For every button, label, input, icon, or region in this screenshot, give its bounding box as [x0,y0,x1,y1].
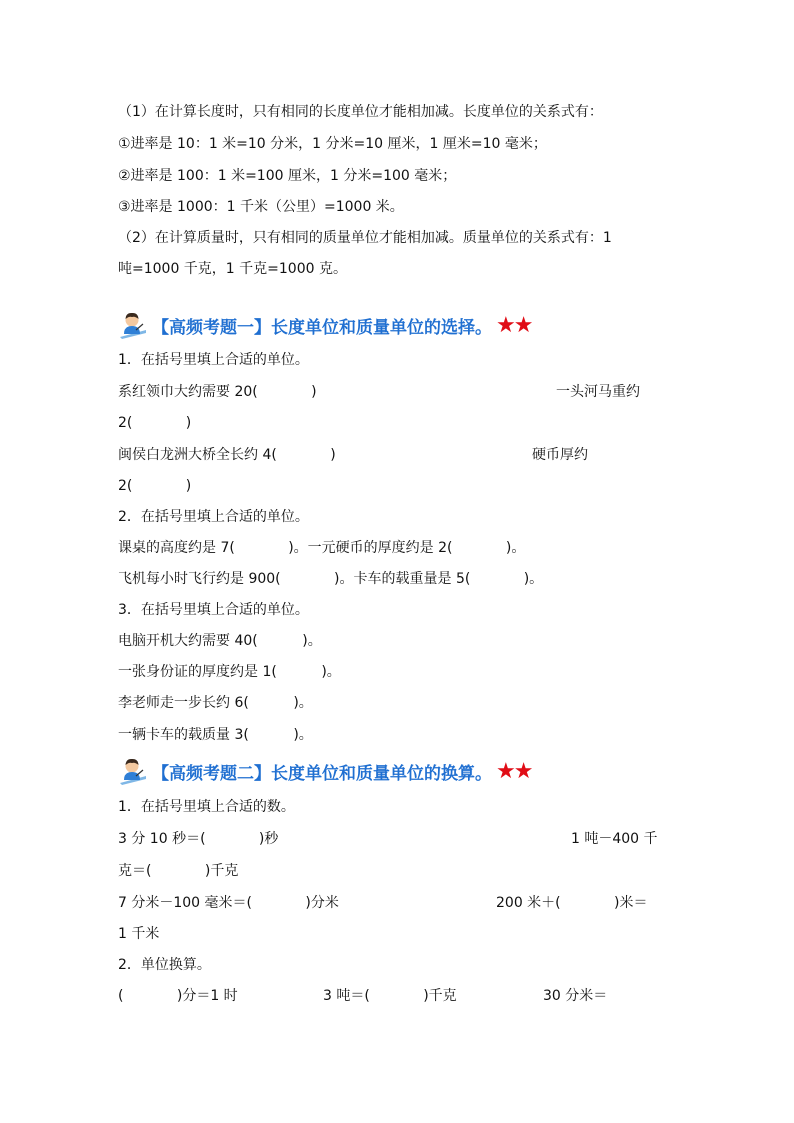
s1-q3-c: 李老师走一步长约 6( )。 [118,695,313,711]
intro-line-4: ③进率是 1000：1 千米（公里）=1000 米。 [118,199,404,215]
difficulty-stars-icon: ★★ [496,312,532,338]
difficulty-stars-icon: ★★ [496,758,532,784]
s2-q1-b: 1 吨－400 千 [571,831,658,847]
s2-q1-f: 1 千米 [118,926,160,942]
section-2-title: 【高频考题二】长度单位和质量单位的换算。 [152,763,492,784]
s1-q1-c: 2( ) [118,415,192,431]
s2-q1-e: 200 米＋( )米＝ [496,895,648,911]
intro-line-6: 吨=1000 千克，1 千克=1000 克。 [118,261,347,277]
s1-q2-a: 课桌的高度约是 7( )。一元硬币的厚度约是 2( )。 [118,540,526,556]
student-writing-icon [118,756,148,786]
s2-q2-a: ( )分＝1 时 [118,988,238,1004]
section-1-title: 【高频考题一】长度单位和质量单位的选择。 [152,317,492,338]
s1-q1-title: 1．在括号里填上合适的单位。 [118,352,309,368]
s2-q2-title: 2．单位换算。 [118,957,211,973]
s1-q1-b: 一头河马重约 [556,384,640,400]
s2-q1-c: 克＝( )千克 [118,863,239,879]
s1-q3-b: 一张身份证的厚度约是 1( )。 [118,664,341,680]
s2-q1-a: 3 分 10 秒＝( )秒 [118,831,279,847]
s2-q2-c: 30 分米＝ [543,988,608,1004]
s2-q2-b: 3 吨＝( )千克 [323,988,457,1004]
s1-q2-title: 2．在括号里填上合适的单位。 [118,509,309,525]
s1-q3-title: 3．在括号里填上合适的单位。 [118,602,309,618]
student-writing-icon [118,310,148,340]
section-1-heading [118,310,531,340]
s2-q1-title: 1．在括号里填上合适的数。 [118,799,295,815]
s2-q1-d: 7 分米－100 毫米＝( )分米 [118,895,339,911]
s1-q1-d: 闽侯白龙洲大桥全长约 4( ) [118,447,336,463]
s1-q1-a: 系红领巾大约需要 20( ) [118,384,317,400]
intro-line-2: ①进率是 10：1 米=10 分米，1 分米=10 厘米，1 厘米=10 毫米； [118,136,547,152]
section-2-heading [118,756,531,786]
intro-line-3: ②进率是 100：1 米=100 厘米，1 分米=100 毫米； [118,168,457,184]
intro-line-1: （1）在计算长度时，只有相同的长度单位才能相加减。长度单位的关系式有： [118,104,603,120]
intro-line-5: （2）在计算质量时，只有相同的质量单位才能相加减。质量单位的关系式有：1 [118,230,612,246]
s1-q2-b: 飞机每小时飞行约是 900( )。卡车的载重量是 5( )。 [118,571,544,587]
s1-q3-a: 电脑开机大约需要 40( )。 [118,633,322,649]
s1-q1-e: 硬币厚约 [532,447,588,463]
s1-q1-f: 2( ) [118,478,192,494]
s1-q3-d: 一辆卡车的载质量 3( )。 [118,727,313,743]
